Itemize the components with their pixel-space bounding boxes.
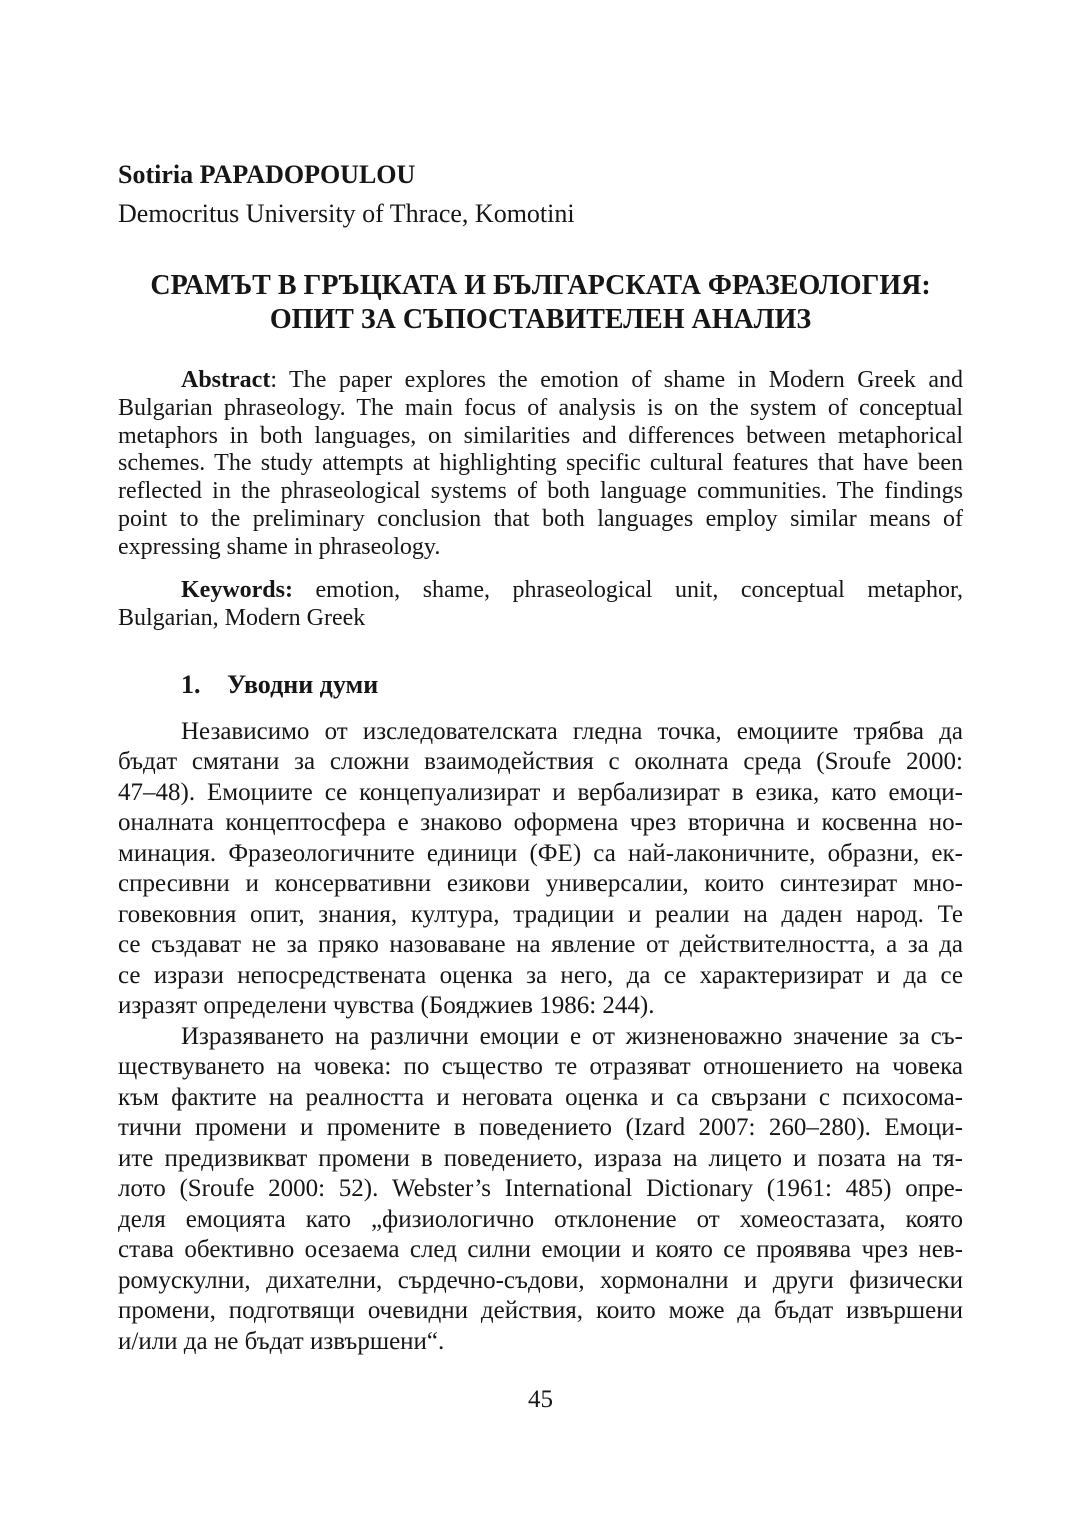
text-line: деля емоцията като „физиологично отклонение от хомеостазата, която: [118, 1205, 963, 1233]
text-line: се изрази непосредствената оценка за него, да се характеризират и да се: [118, 961, 963, 989]
text-line: към фактите на реалността и неговата оценка и са свързани с психосома-: [118, 1083, 963, 1111]
text-line: ромускулни, дихателни, сърдечно-съдови, хормонални и други физически: [118, 1266, 963, 1294]
text-line: става обективно осезаема след силни емоции и която се проявява чрез нев-: [118, 1236, 963, 1264]
text-line: лото (Sroufe 2000: 52). Webster’s International Dictionary (1961: 485) опре-: [118, 1175, 963, 1203]
text-line: бъдат смятани за сложни взаимодействия с околната среда (Sroufe 2000:: [118, 748, 963, 776]
text-line: ществуването на човека: по същество те отразяват отношението на човека: [118, 1053, 963, 1081]
page-number: 45: [528, 1386, 553, 1414]
body-paragraph-2: [118, 1022, 963, 1358]
abstract-paragraph: [118, 367, 963, 562]
text-line: Bulgarian phraseology. The main focus of analysis is on the system of conceptual: [118, 394, 963, 421]
text-line: оналната концептосфера е знаково оформена чрез вторична и косвенна но-: [118, 809, 963, 837]
text-line: point to the preliminary conclusion that both languages employ similar means of: [118, 505, 963, 532]
author-name: Sotiria PAPADOPOULOU: [118, 160, 416, 189]
text-line: Keywords: emotion, shame, phraseological unit, conceptual metaphor,: [181, 576, 963, 603]
body-paragraph-1: [118, 717, 963, 1022]
text-line: ите предизвикват промени в поведението, израза на лицето и позата на тя-: [118, 1144, 963, 1172]
paper-title-line-2: ОПИТ ЗА СЪПОСТАВИТЕЛЕН АНАЛИЗ: [269, 304, 812, 335]
bold-lead-in: Keywords:: [181, 576, 293, 603]
text-line: спресивни и консервативни езикови универсалии, които синтезират мно-: [118, 870, 963, 898]
text-line: Независимо от изследователската гледна точка, емоциите трябва да: [181, 717, 963, 745]
bold-lead-in: Abstract: [181, 367, 271, 393]
text-line: промени, подготвящи очевидни действия, които може да бъдат извършени: [118, 1297, 963, 1325]
text-line: се създават не за пряко назоваване на явление от действителността, а за да: [118, 931, 963, 959]
text-line: reflected in the phraseological systems of both language communities. The findings: [118, 478, 963, 505]
author-affiliation: Democritus University of Thrace, Komotini: [118, 199, 575, 228]
text-line: 47–48). Емоциите се концепуализират и вербализират в езика, като емоци-: [118, 778, 963, 806]
text-line: metaphors in both languages, on similarities and differences between metaphorical: [118, 422, 963, 449]
section-title: Уводни думи: [227, 669, 379, 699]
section-heading: [118, 670, 963, 700]
paper-title-line-1: СРАМЪТ В ГРЪЦКАТА И БЪЛГАРСКАТА ФРАЗЕОЛОГИЯ:: [150, 270, 931, 301]
paper-title: [118, 269, 963, 337]
text-line: минация. Фразеологичните единици (ФЕ) са най-лаконичните, образни, ек-: [118, 839, 963, 867]
text-line: и/или да не бъдат извършени“.: [118, 1327, 445, 1355]
text-line: schemes. The study attempts at highlighting specific cultural features that have been: [118, 450, 963, 477]
text-line: Bulgarian, Modern Greek: [118, 604, 366, 631]
text-line: изразят определени чувства (Бояджиев 1986: 244).: [118, 992, 655, 1020]
section-number: 1.: [181, 669, 201, 699]
text-line: тични промени и промените в поведението (Izard 2007: 260–280). Емоци-: [118, 1114, 963, 1142]
keywords-paragraph: [118, 576, 963, 632]
text-line: expressing shame in phraseology.: [118, 533, 441, 560]
text-line: Изразяването на различни емоции е от жизненоважно значение за съ-: [181, 1022, 963, 1050]
text-line: говековния опит, знания, култура, традиции и реалии на даден народ. Те: [118, 900, 963, 928]
text-line: Abstract: The paper explores the emotion of shame in Modern Greek and: [181, 367, 963, 393]
